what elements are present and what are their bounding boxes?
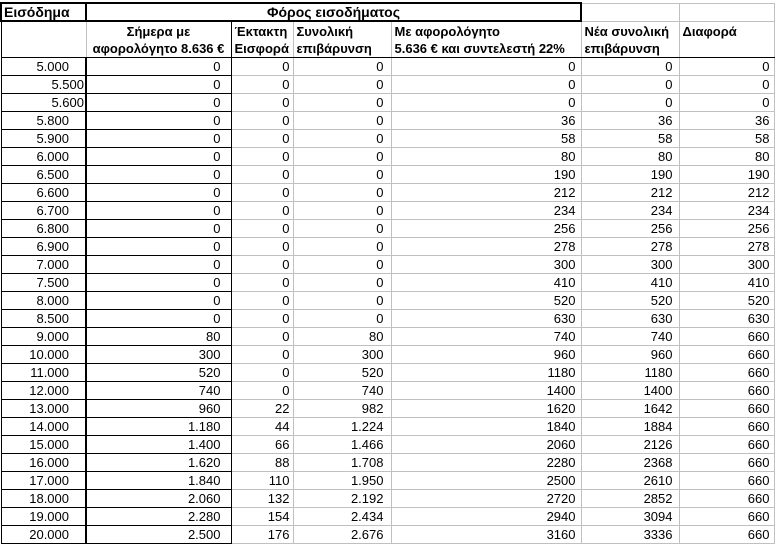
header-extra-levy[interactable] <box>231 21 293 58</box>
cell-extra-levy[interactable]: 0 <box>231 184 293 202</box>
cell-extra-levy[interactable]: 176 <box>231 526 293 544</box>
cell-current-tax[interactable]: 1.620 <box>86 454 231 472</box>
table-row <box>1 400 774 418</box>
cell-total-burden[interactable]: 0 <box>293 76 391 94</box>
cell-extra-levy[interactable]: 0 <box>231 94 293 112</box>
cell-income[interactable]: 6.500 <box>1 166 86 184</box>
table-row <box>1 364 774 382</box>
cell-difference[interactable]: 660 <box>679 364 774 382</box>
cell-difference[interactable]: 300 <box>679 256 774 274</box>
cell-total-burden[interactable]: 0 <box>293 238 391 256</box>
cell-new-tax-22pct[interactable]: 80 <box>391 148 581 166</box>
cell-total-burden[interactable]: 0 <box>293 220 391 238</box>
cell-new-tax-22pct[interactable]: 960 <box>391 346 581 364</box>
cell-income[interactable]: 5.800 <box>1 112 86 130</box>
table-row <box>1 382 774 400</box>
cell-current-tax[interactable]: 0 <box>86 148 231 166</box>
cell-new-tax-22pct[interactable]: 300 <box>391 256 581 274</box>
cell-new-tax-22pct[interactable]: 2720 <box>391 490 581 508</box>
cell-new-tax-22pct[interactable]: 278 <box>391 238 581 256</box>
cell-difference[interactable]: 660 <box>679 436 774 454</box>
cell-extra-levy[interactable]: 44 <box>231 418 293 436</box>
cell-difference[interactable]: 660 <box>679 490 774 508</box>
table-row <box>1 454 774 472</box>
cell-new-total-burden[interactable]: 190 <box>581 166 679 184</box>
table-row <box>1 238 774 256</box>
cell-current-tax[interactable]: 520 <box>86 364 231 382</box>
cell-total-burden[interactable]: 0 <box>293 58 391 76</box>
cell-new-tax-22pct[interactable]: 520 <box>391 292 581 310</box>
cell-new-tax-22pct[interactable]: 2280 <box>391 454 581 472</box>
cell-total-burden[interactable]: 0 <box>293 274 391 292</box>
cell-extra-levy[interactable]: 0 <box>231 220 293 238</box>
cell-current-tax[interactable]: 0 <box>86 256 231 274</box>
cell-total-burden[interactable]: 0 <box>293 94 391 112</box>
table-row <box>1 202 774 220</box>
cell-extra-levy[interactable]: 66 <box>231 436 293 454</box>
cell-current-tax[interactable]: 0 <box>86 238 231 256</box>
header-line: 5.636 € και συντελεστή 22% <box>394 41 565 56</box>
cell-income[interactable]: 5.600 <box>1 94 86 112</box>
cell-new-total-burden[interactable]: 300 <box>581 256 679 274</box>
table-row <box>1 418 774 436</box>
cell-new-tax-22pct[interactable]: 0 <box>391 76 581 94</box>
header-line: Συνολική <box>296 24 354 39</box>
cell-total-burden[interactable]: 0 <box>293 202 391 220</box>
cell-extra-levy[interactable]: 0 <box>231 112 293 130</box>
table-row <box>1 472 774 490</box>
header-row-top <box>1 3 774 21</box>
table-row <box>1 220 774 238</box>
cell-current-tax[interactable]: 960 <box>86 400 231 418</box>
cell-current-tax[interactable]: 0 <box>86 292 231 310</box>
header-new-tax-22pct[interactable] <box>391 21 581 58</box>
cell-income[interactable]: 17.000 <box>1 472 86 490</box>
cell-total-burden[interactable]: 982 <box>293 400 391 418</box>
cell-total-burden[interactable]: 1.466 <box>293 436 391 454</box>
cell-new-tax-22pct[interactable]: 234 <box>391 202 581 220</box>
header-line: επιβάρυνση <box>584 40 660 56</box>
cell-extra-levy[interactable]: 110 <box>231 472 293 490</box>
cell-difference[interactable]: 0 <box>679 58 774 76</box>
cell-income[interactable]: 9.000 <box>1 328 86 346</box>
header-current-tax[interactable] <box>86 21 231 58</box>
cell-new-total-burden[interactable]: 0 <box>581 76 679 94</box>
cell-total-burden[interactable]: 520 <box>293 364 391 382</box>
cell-new-total-burden[interactable]: 58 <box>581 130 679 148</box>
cell-difference[interactable]: 660 <box>679 526 774 544</box>
cell-total-burden[interactable]: 1.950 <box>293 472 391 490</box>
cell-new-tax-22pct[interactable]: 190 <box>391 166 581 184</box>
cell-new-total-burden[interactable]: 2610 <box>581 472 679 490</box>
cell-income[interactable]: 14.000 <box>1 418 86 436</box>
cell-empty-g1[interactable] <box>679 3 774 21</box>
cell-new-total-burden[interactable]: 0 <box>581 94 679 112</box>
cell-total-burden[interactable]: 0 <box>293 256 391 274</box>
header-line: επιβάρυνση <box>296 41 372 56</box>
cell-extra-levy[interactable]: 0 <box>231 76 293 94</box>
cell-income[interactable]: 6.900 <box>1 238 86 256</box>
cell-income[interactable]: 7.000 <box>1 256 86 274</box>
cell-extra-levy[interactable]: 0 <box>231 274 293 292</box>
cell-difference[interactable]: 660 <box>679 346 774 364</box>
cell-income[interactable]: 12.000 <box>1 382 86 400</box>
cell-new-tax-22pct[interactable]: 740 <box>391 328 581 346</box>
cell-current-tax[interactable]: 0 <box>86 310 231 328</box>
cell-new-tax-22pct[interactable]: 0 <box>391 94 581 112</box>
cell-income[interactable]: 6.000 <box>1 148 86 166</box>
cell-new-total-burden[interactable]: 2126 <box>581 436 679 454</box>
cell-difference[interactable]: 256 <box>679 220 774 238</box>
table-row <box>1 292 774 310</box>
cell-difference[interactable]: 520 <box>679 292 774 310</box>
cell-income[interactable]: 11.000 <box>1 364 86 382</box>
cell-current-tax[interactable]: 740 <box>86 382 231 400</box>
cell-new-total-burden[interactable]: 960 <box>581 346 679 364</box>
header-row-sub <box>1 21 774 58</box>
cell-empty-f1[interactable] <box>581 3 679 21</box>
cell-extra-levy[interactable]: 0 <box>231 148 293 166</box>
cell-difference[interactable]: 410 <box>679 274 774 292</box>
table-row <box>1 130 774 148</box>
cell-new-tax-22pct[interactable]: 1180 <box>391 364 581 382</box>
table-row <box>1 346 774 364</box>
cell-extra-levy[interactable]: 0 <box>231 58 293 76</box>
cell-new-total-burden[interactable]: 256 <box>581 220 679 238</box>
table-row <box>1 436 774 454</box>
cell-income[interactable]: 5.000 <box>1 58 86 76</box>
cell-extra-levy[interactable]: 0 <box>231 166 293 184</box>
cell-current-tax[interactable]: 0 <box>86 76 231 94</box>
cell-new-total-burden[interactable]: 740 <box>581 328 679 346</box>
cell-current-tax[interactable]: 0 <box>86 202 231 220</box>
cell-new-tax-22pct[interactable]: 58 <box>391 130 581 148</box>
cell-difference[interactable]: 660 <box>679 400 774 418</box>
cell-current-tax[interactable]: 0 <box>86 58 231 76</box>
cell-new-tax-22pct[interactable]: 0 <box>391 58 581 76</box>
cell-difference[interactable]: 36 <box>679 112 774 130</box>
cell-new-total-burden[interactable]: 3094 <box>581 508 679 526</box>
cell-total-burden[interactable]: 0 <box>293 184 391 202</box>
cell-new-tax-22pct[interactable]: 1840 <box>391 418 581 436</box>
cell-difference[interactable]: 212 <box>679 184 774 202</box>
cell-total-burden[interactable]: 1.708 <box>293 454 391 472</box>
cell-empty-a2[interactable] <box>1 21 86 58</box>
cell-extra-levy[interactable]: 0 <box>231 310 293 328</box>
cell-new-tax-22pct[interactable]: 2060 <box>391 436 581 454</box>
cell-current-tax[interactable]: 0 <box>86 274 231 292</box>
cell-new-tax-22pct[interactable]: 212 <box>391 184 581 202</box>
cell-income[interactable]: 8.000 <box>1 292 86 310</box>
table-row <box>1 490 774 508</box>
table-row <box>1 148 774 166</box>
cell-new-total-burden[interactable]: 1400 <box>581 382 679 400</box>
cell-income[interactable]: 8.500 <box>1 310 86 328</box>
cell-income[interactable]: 5.900 <box>1 130 86 148</box>
cell-extra-levy[interactable]: 0 <box>231 202 293 220</box>
cell-income[interactable]: 6.700 <box>1 202 86 220</box>
cell-new-tax-22pct[interactable]: 2500 <box>391 472 581 490</box>
cell-total-burden[interactable]: 0 <box>293 292 391 310</box>
header-income[interactable]: Εισόδημα <box>1 3 86 21</box>
cell-income[interactable]: 16.000 <box>1 454 86 472</box>
cell-extra-levy[interactable]: 0 <box>231 382 293 400</box>
table-row <box>1 274 774 292</box>
cell-income[interactable]: 7.500 <box>1 274 86 292</box>
cell-new-total-burden[interactable]: 36 <box>581 112 679 130</box>
cell-income[interactable]: 19.000 <box>1 508 86 526</box>
cell-difference[interactable]: 660 <box>679 382 774 400</box>
cell-new-tax-22pct[interactable]: 1620 <box>391 400 581 418</box>
cell-difference[interactable]: 80 <box>679 148 774 166</box>
header-line: Έκτακτη <box>234 24 288 39</box>
table-row <box>1 58 774 76</box>
header-line: Διαφορά <box>682 23 737 39</box>
cell-new-total-burden[interactable]: 3336 <box>581 526 679 544</box>
cell-income[interactable]: 6.800 <box>1 220 86 238</box>
cell-new-tax-22pct[interactable]: 410 <box>391 274 581 292</box>
cell-extra-levy[interactable]: 132 <box>231 490 293 508</box>
cell-difference[interactable]: 660 <box>679 418 774 436</box>
cell-income[interactable]: 10.000 <box>1 346 86 364</box>
header-line: αφορολόγητο 8.636 € <box>92 41 225 56</box>
cell-total-burden[interactable]: 2.676 <box>293 526 391 544</box>
cell-total-burden[interactable]: 0 <box>293 310 391 328</box>
cell-new-tax-22pct[interactable]: 36 <box>391 112 581 130</box>
cell-total-burden[interactable]: 0 <box>293 112 391 130</box>
cell-income[interactable]: 18.000 <box>1 490 86 508</box>
cell-total-burden[interactable]: 300 <box>293 346 391 364</box>
cell-difference[interactable]: 630 <box>679 310 774 328</box>
cell-extra-levy[interactable]: 88 <box>231 454 293 472</box>
table-body <box>1 58 774 544</box>
cell-new-total-burden[interactable]: 234 <box>581 202 679 220</box>
income-tax-table <box>0 2 775 544</box>
cell-extra-levy[interactable]: 0 <box>231 130 293 148</box>
cell-extra-levy[interactable]: 22 <box>231 400 293 418</box>
cell-extra-levy[interactable]: 0 <box>231 346 293 364</box>
header-total-burden[interactable] <box>293 21 391 58</box>
cell-total-burden[interactable]: 0 <box>293 148 391 166</box>
cell-difference[interactable]: 660 <box>679 508 774 526</box>
cell-total-burden[interactable]: 740 <box>293 382 391 400</box>
cell-income[interactable]: 5.500 <box>1 76 86 94</box>
header-line: Εισφορά <box>234 41 289 56</box>
table-row <box>1 508 774 526</box>
cell-income[interactable]: 6.600 <box>1 184 86 202</box>
cell-new-total-burden[interactable]: 520 <box>581 292 679 310</box>
cell-current-tax[interactable]: 0 <box>86 112 231 130</box>
table-row <box>1 256 774 274</box>
cell-difference[interactable]: 234 <box>679 202 774 220</box>
cell-total-burden[interactable]: 2.434 <box>293 508 391 526</box>
cell-new-total-burden[interactable]: 278 <box>581 238 679 256</box>
table-row <box>1 94 774 112</box>
cell-extra-levy[interactable]: 0 <box>231 328 293 346</box>
cell-extra-levy[interactable]: 154 <box>231 508 293 526</box>
cell-new-tax-22pct[interactable]: 3160 <box>391 526 581 544</box>
cell-new-tax-22pct[interactable]: 630 <box>391 310 581 328</box>
table-row <box>1 166 774 184</box>
cell-income[interactable]: 20.000 <box>1 526 86 544</box>
cell-extra-levy[interactable]: 0 <box>231 238 293 256</box>
cell-new-total-burden[interactable]: 2852 <box>581 490 679 508</box>
cell-total-burden[interactable]: 80 <box>293 328 391 346</box>
cell-new-total-burden[interactable]: 80 <box>581 148 679 166</box>
cell-difference[interactable]: 660 <box>679 472 774 490</box>
header-difference[interactable] <box>679 21 774 58</box>
cell-new-total-burden[interactable]: 1642 <box>581 400 679 418</box>
header-line: Σήμερα με <box>126 24 191 39</box>
header-group-income-tax[interactable]: Φόρος εισοδήματος <box>86 3 581 21</box>
cell-current-tax[interactable]: 300 <box>86 346 231 364</box>
table-row <box>1 526 774 544</box>
cell-current-tax[interactable]: 0 <box>86 220 231 238</box>
cell-new-total-burden[interactable]: 1180 <box>581 364 679 382</box>
cell-current-tax[interactable]: 0 <box>86 94 231 112</box>
cell-difference[interactable]: 0 <box>679 94 774 112</box>
cell-new-total-burden[interactable]: 212 <box>581 184 679 202</box>
header-line: Νέα συνολική <box>584 23 670 39</box>
cell-current-tax[interactable]: 2.500 <box>86 526 231 544</box>
cell-new-total-burden[interactable]: 630 <box>581 310 679 328</box>
cell-income[interactable]: 13.000 <box>1 400 86 418</box>
cell-extra-levy[interactable]: 0 <box>231 364 293 382</box>
cell-difference[interactable]: 0 <box>679 76 774 94</box>
cell-total-burden[interactable]: 0 <box>293 166 391 184</box>
cell-current-tax[interactable]: 1.400 <box>86 436 231 454</box>
cell-total-burden[interactable]: 0 <box>293 130 391 148</box>
cell-extra-levy[interactable]: 0 <box>231 256 293 274</box>
table-row <box>1 112 774 130</box>
cell-difference[interactable]: 278 <box>679 238 774 256</box>
cell-difference[interactable]: 660 <box>679 454 774 472</box>
cell-current-tax[interactable]: 0 <box>86 130 231 148</box>
cell-new-tax-22pct[interactable]: 2940 <box>391 508 581 526</box>
table-row <box>1 310 774 328</box>
cell-new-total-burden[interactable]: 1884 <box>581 418 679 436</box>
cell-current-tax[interactable]: 2.280 <box>86 508 231 526</box>
cell-extra-levy[interactable]: 0 <box>231 292 293 310</box>
cell-current-tax[interactable]: 0 <box>86 184 231 202</box>
table-row <box>1 184 774 202</box>
cell-total-burden[interactable]: 2.192 <box>293 490 391 508</box>
cell-difference[interactable]: 660 <box>679 328 774 346</box>
cell-new-total-burden[interactable]: 0 <box>581 58 679 76</box>
table-row <box>1 328 774 346</box>
cell-new-total-burden[interactable]: 410 <box>581 274 679 292</box>
cell-new-tax-22pct[interactable]: 1400 <box>391 382 581 400</box>
cell-total-burden[interactable]: 1.224 <box>293 418 391 436</box>
cell-new-total-burden[interactable]: 2368 <box>581 454 679 472</box>
cell-difference[interactable]: 190 <box>679 166 774 184</box>
cell-current-tax[interactable]: 0 <box>86 166 231 184</box>
header-line: Με αφορολόγητο <box>394 24 500 39</box>
cell-current-tax[interactable]: 80 <box>86 328 231 346</box>
cell-current-tax[interactable]: 1.840 <box>86 472 231 490</box>
header-new-total-burden[interactable] <box>581 21 679 58</box>
cell-income[interactable]: 15.000 <box>1 436 86 454</box>
cell-current-tax[interactable]: 2.060 <box>86 490 231 508</box>
cell-new-tax-22pct[interactable]: 256 <box>391 220 581 238</box>
table-row <box>1 76 774 94</box>
cell-difference[interactable]: 58 <box>679 130 774 148</box>
cell-current-tax[interactable]: 1.180 <box>86 418 231 436</box>
